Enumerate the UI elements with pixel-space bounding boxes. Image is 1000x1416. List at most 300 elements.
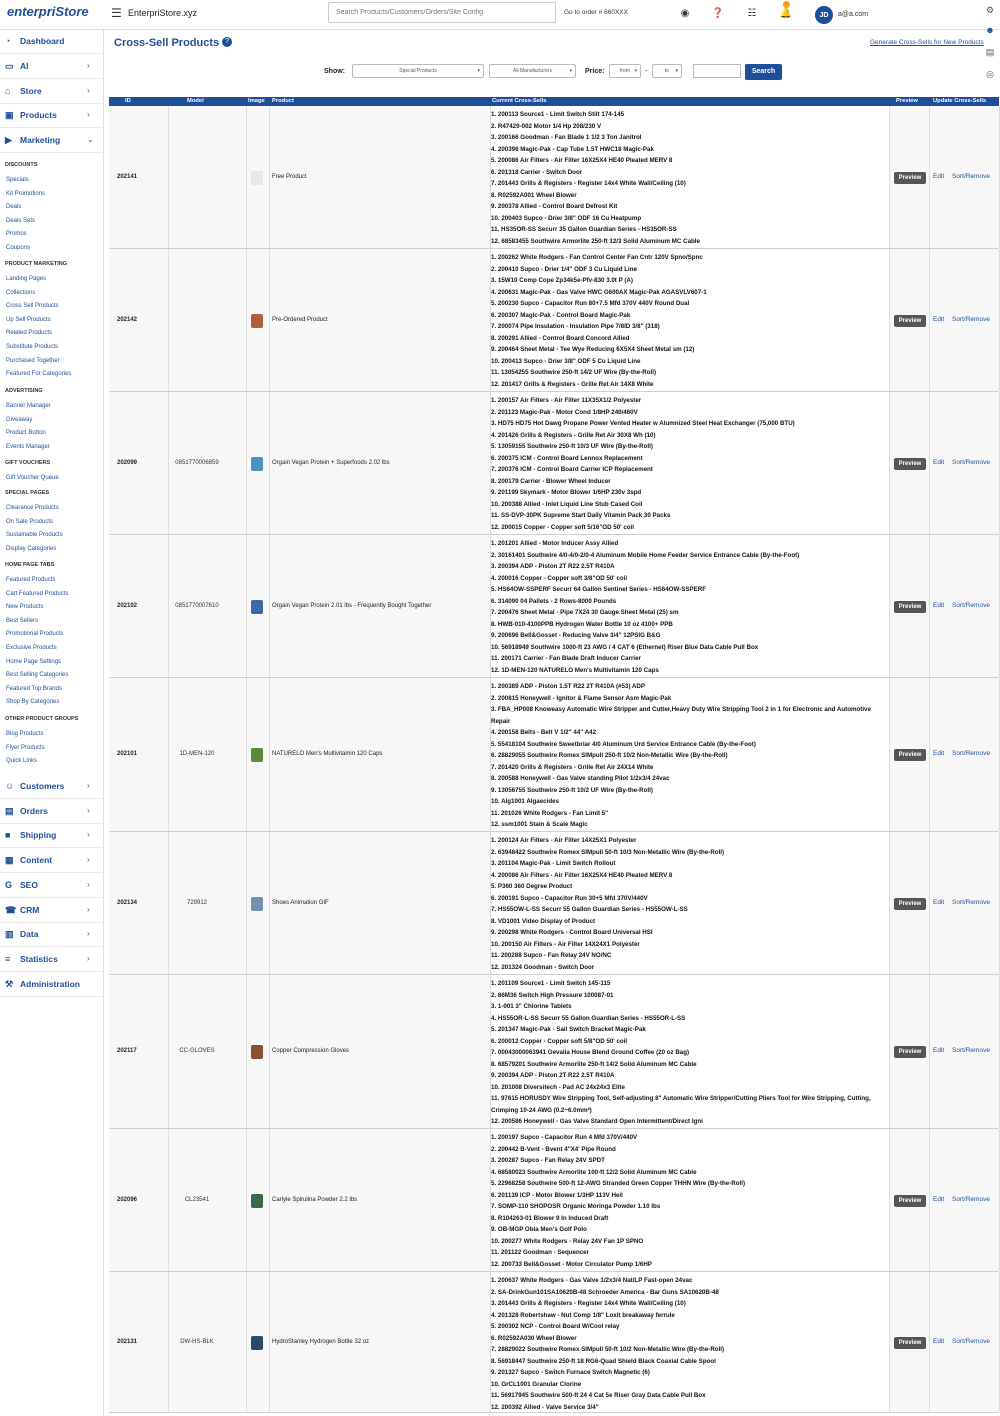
cross-sell-item: 200815 Honeywell - Ignitor & Flame Sensor Asm Magic-Pak: [497, 694, 672, 702]
list-item: [491, 298, 889, 310]
cross-sell-item: 200191 Supco - Capacitor Run 30+5 Mfd 370V/440V: [497, 894, 648, 902]
column-divider: [929, 975, 930, 1128]
sidebar-link[interactable]: Home Page Settings: [6, 658, 62, 665]
column-divider: [246, 535, 247, 677]
list-number: 11.: [491, 1392, 501, 1399]
list-number: 5.: [491, 300, 498, 307]
list-number: 4.: [491, 871, 498, 879]
list-number: 1.: [491, 1134, 498, 1141]
product-thumbnail[interactable]: [251, 600, 263, 614]
list-number: 10.: [491, 798, 502, 805]
product-id: 202099: [117, 460, 138, 466]
product-thumbnail[interactable]: [251, 748, 263, 762]
cross-sell-item: 200464 Sheet Metal - Tee Wye Reducing 6X5X4 Sheet Metal sm (12): [497, 346, 695, 353]
sidebar-link[interactable]: Deals: [6, 204, 22, 211]
products-icon: ▣: [5, 110, 14, 120]
edit-link[interactable]: Edit: [933, 1047, 945, 1054]
list-item: [491, 155, 889, 167]
laptop-icon: ▭: [5, 61, 14, 71]
cross-sell-item: 200016 Copper - Copper soft 3/8"OD 50' coil: [497, 574, 628, 582]
column-divider: [929, 1129, 930, 1271]
sidebar-link[interactable]: Flyer Products: [6, 744, 45, 751]
column-header[interactable]: Model: [187, 98, 204, 104]
price-input[interactable]: [693, 64, 741, 78]
list-item: [491, 607, 889, 619]
store-name[interactable]: EnterpriStore.xyz: [128, 8, 198, 18]
list-item: [491, 739, 889, 751]
list-item: [491, 1178, 889, 1190]
list-number: 8.: [491, 1357, 498, 1365]
product-id: 202096: [117, 1197, 138, 1203]
edit-link[interactable]: Edit: [933, 602, 945, 609]
search-input[interactable]: [328, 2, 556, 23]
list-number: 2.: [491, 848, 498, 856]
list-number: 9.: [491, 1226, 498, 1233]
list-item: [491, 144, 889, 156]
sidebar-link[interactable]: Collections: [6, 289, 36, 296]
list-number: 5.: [491, 883, 498, 890]
cross-sell-item: 200158 Belts - Belt V 1/2" 44" A42: [497, 729, 597, 736]
edit-link[interactable]: Edit: [933, 1338, 945, 1345]
list-item: [491, 1167, 889, 1179]
list-item: [491, 418, 889, 430]
list-number: 1.: [491, 254, 498, 261]
cross-sell-list: [491, 252, 889, 390]
list-number: 2.: [491, 991, 498, 999]
cross-sell-item: 56918447 Southwire 250-ft 18 RG6-Quad Shield Black Coaxial Cable Spool: [497, 1357, 716, 1365]
product-model: 0851770007610: [175, 603, 219, 609]
cross-sell-item: 201443 Grills & Registers - Register 14x4 White Wall/Ceiling (10): [497, 180, 686, 187]
cross-sell-item: SA-DrinkGun101SA10620B-48 Schroeder America - Bar Guns SA10620B-48: [497, 1288, 719, 1296]
chevron-right-icon: ›: [87, 830, 90, 840]
cross-sell-list: [491, 109, 889, 247]
list-item: [491, 1367, 889, 1379]
list-item: [491, 344, 889, 356]
sidebar-link[interactable]: Featured Products: [6, 577, 56, 583]
sidebar-item-crm[interactable]: [0, 899, 104, 923]
sidebar-link[interactable]: New Products: [6, 604, 44, 611]
list-number: 5.: [491, 740, 498, 748]
cross-sell-item: 200113 Source1 - Limit Switch Stilt 174-145: [497, 111, 625, 118]
sidebar-link[interactable]: Sustainable Products: [6, 532, 63, 539]
list-item: [491, 1287, 889, 1299]
cross-sell-item: 200389 ADP - Piston 1.5T R22 2T R410A (#53) ADP: [497, 683, 645, 690]
list-number: 8.: [491, 1060, 498, 1068]
show-select[interactable]: [352, 64, 484, 78]
table-row: [109, 1129, 999, 1272]
list-item: [491, 1213, 889, 1225]
cross-sell-item: 15W10 Comp Cope Zp34k5e-Pfv-830 3.0t P (A): [497, 277, 633, 284]
sidebar-item-ai[interactable]: [0, 55, 104, 79]
sidebar-item-seo[interactable]: [0, 874, 104, 898]
cross-sell-item: 200287 Supco - Fan Relay 24V SPDT: [497, 1157, 605, 1164]
preview-button[interactable]: Preview: [894, 1195, 926, 1207]
list-number: 1.: [491, 111, 498, 118]
sort-remove-link[interactable]: Sort/Remove: [952, 1047, 990, 1054]
list-number: 2.: [491, 551, 498, 559]
column-header[interactable]: Product: [272, 98, 294, 104]
sidebar-link[interactable]: Cart Featured Products: [6, 590, 69, 597]
list-item: [491, 870, 889, 882]
preview-button[interactable]: Preview: [894, 749, 926, 761]
chevron-right-icon: ›: [87, 110, 90, 119]
list-item: [491, 1356, 889, 1368]
sidebar-item-label: Customers: [20, 781, 65, 791]
logo[interactable]: enterpriStore: [7, 4, 89, 19]
list-item: [491, 252, 889, 264]
list-item: [491, 487, 889, 499]
list-number: 4.: [491, 431, 498, 439]
list-item: [491, 1402, 889, 1414]
cross-sell-item: 200376 ICM - Control Board Carrier ICP Replacement: [497, 466, 653, 473]
product-thumbnail[interactable]: [251, 457, 263, 471]
settings-icon[interactable]: ⚙: [985, 5, 995, 15]
cross-sell-item: 200410 Supco - Drier 1/4" ODF 3 Cu Liquid Line: [497, 265, 637, 273]
list-number: 10.: [491, 1380, 502, 1388]
chevron-down-icon: ▾: [569, 68, 572, 74]
list-item: [491, 939, 889, 951]
list-item: [491, 224, 889, 236]
sidebar-link[interactable]: Promotional Products: [6, 631, 64, 638]
list-number: 2.: [491, 122, 498, 130]
sidebar-item-marketing[interactable]: [0, 129, 104, 153]
list-number: 11.: [491, 952, 501, 959]
sidebar-link[interactable]: Events Manager: [6, 443, 50, 450]
product-thumbnail[interactable]: [251, 314, 263, 328]
cross-sell-item: 200166 Goodman - Fan Blade 1 1/2 3 Ton Janitrol: [497, 134, 642, 141]
edit-link[interactable]: Edit: [933, 173, 945, 180]
manufacturer-select[interactable]: [489, 64, 576, 78]
cross-sell-list: [491, 835, 889, 973]
list-item: [491, 819, 889, 831]
cross-sell-item: 201443 Grills & Registers - Register 14x4 White Wall/Ceiling (10): [497, 1300, 686, 1307]
product-thumbnail[interactable]: [251, 897, 263, 911]
cross-sell-item: R47429-002 Motor 1/4 Hp 208/230 V: [497, 122, 602, 130]
product-id: 202101: [117, 751, 138, 757]
list-item: [491, 287, 889, 299]
sidebar-item-administration[interactable]: [0, 973, 104, 997]
list-number: 6.: [491, 311, 498, 319]
price-to-select[interactable]: [652, 64, 682, 78]
list-number: 9.: [491, 1369, 498, 1376]
cross-sell-item: 200298 White Rodgers - Control Board Universal HSI: [497, 929, 653, 936]
list-item: [491, 190, 889, 202]
column-divider: [929, 392, 930, 534]
sidebar-link[interactable]: Deals Sets: [6, 217, 36, 224]
list-number: 6.: [491, 1037, 498, 1045]
sidebar-item-store[interactable]: [0, 80, 104, 104]
edit-link[interactable]: Edit: [933, 899, 945, 906]
cross-sell-item: ssm1001 Stain & Scale Magic: [501, 821, 588, 828]
chat-icon[interactable]: ☻: [985, 25, 995, 35]
list-number: 6.: [491, 597, 498, 605]
edit-link[interactable]: Edit: [933, 459, 945, 466]
column-divider: [889, 1272, 890, 1412]
list-item: [491, 727, 889, 739]
product-thumbnail[interactable]: [251, 1336, 263, 1350]
list-item: [491, 333, 889, 345]
column-divider: [246, 1272, 247, 1412]
list-item: [491, 990, 889, 1002]
list-number: 4.: [491, 1168, 498, 1176]
sort-remove-link[interactable]: Sort/Remove: [952, 1196, 990, 1203]
list-item: [491, 773, 889, 785]
list-number: 3.: [491, 1157, 498, 1164]
list-number: 8.: [491, 917, 498, 925]
book-icon[interactable]: ▤: [985, 47, 995, 57]
support-icon[interactable]: ◎: [986, 69, 994, 79]
product-model: 729912: [186, 900, 208, 906]
cross-sell-item: 68579201 Southwire Armorlite 250-ft 14/2 Solid Aluminum MC Cable: [497, 1060, 697, 1068]
sidebar-link[interactable]: Specials: [6, 177, 29, 183]
sidebar-link[interactable]: Substitute Products: [6, 344, 59, 350]
customers-icon: ☺: [5, 781, 15, 791]
bell-icon[interactable]: 🔔: [779, 7, 793, 19]
sort-remove-link[interactable]: Sort/Remove: [952, 459, 990, 466]
list-number: 3.: [491, 134, 498, 141]
cross-sell-item: 13059155 Southwire 250-ft 10/3 UF Wire (By-the-Roll): [497, 443, 653, 450]
generate-cross-sells-link[interactable]: Generate Cross-Sells for New Products: [870, 39, 984, 46]
list-item: [491, 704, 889, 727]
column-divider: [889, 1129, 890, 1271]
cross-sell-item: 63948422 Southwire Romex SIMpull 50-ft 10/3 Non-Metallic Wire (By-the-Roll): [497, 848, 725, 856]
sidebar-link[interactable]: Purchased Together: [6, 357, 60, 364]
preview-button[interactable]: Preview: [894, 172, 926, 184]
section-heading: OTHER PRODUCT GROUPS: [5, 716, 79, 722]
globe-icon[interactable]: ◉: [680, 7, 690, 19]
column-divider: [889, 975, 890, 1128]
sidebar-link[interactable]: Exclusive Products: [6, 645, 57, 651]
help-icon[interactable]: ❓: [711, 7, 725, 19]
chevron-down-icon: ⌄: [87, 135, 94, 144]
sidebar-link[interactable]: Landing Pages: [6, 276, 47, 282]
cross-sell-item: 200588 Honeywell - Gas Valve standing Pilot 1/2x3/4 24vac: [497, 775, 670, 782]
cross-sell-item: HWB-010-4100PPB Hydrogen Water Bottle 10 oz 4100+ PPB: [497, 620, 673, 628]
list-number: 11.: [491, 655, 501, 662]
cross-sell-item: 200476 Sheet Metal - Pipe 7X24 30 Gauge Sheet Metal (25) sm: [497, 609, 679, 616]
cross-sell-item: 200230 Supco - Capacitor Run 80+7.5 Mfd 370V 440V Round Dual: [497, 300, 690, 307]
chevron-down-icon: ▾: [675, 68, 678, 74]
edit-link[interactable]: Edit: [933, 750, 945, 757]
wrench-icon: ⚒: [5, 978, 14, 989]
sidebar-link[interactable]: Best Selling Categories: [6, 672, 69, 679]
list-number: 1.: [491, 837, 498, 844]
sidebar-link[interactable]: Display Categories: [6, 545, 57, 552]
list-number: 10.: [491, 500, 502, 508]
product-id: 202131: [117, 1339, 138, 1345]
cross-sell-item: 200378 Allied - Control Board Defrost Kit: [497, 203, 618, 210]
cross-sell-item: HS35OR-SS Securr 35 Gallon Guardian Series - HS35OR-SS: [500, 226, 677, 233]
list-number: 2.: [491, 694, 498, 702]
sidebar-link[interactable]: Giveaway: [6, 416, 33, 423]
list-number: 11.: [491, 809, 501, 817]
product-thumbnail[interactable]: [251, 1045, 263, 1059]
sidebar-item-customers[interactable]: [0, 775, 104, 799]
sort-remove-link[interactable]: Sort/Remove: [952, 750, 990, 757]
cross-sell-item: 200171 Carrier - Fan Blade Draft Inducer Carrier: [500, 655, 641, 662]
sidebar-item-products[interactable]: [0, 104, 104, 128]
cross-sell-item: 201139 ICP - Motor Blower 1/3HP 113V Heil: [497, 1191, 623, 1199]
cross-sell-item: SS-DVP-30PK Supreme Start Daily Vitamin Pack 30 Packs: [500, 512, 671, 519]
sidebar-item-dashboard[interactable]: [0, 30, 104, 54]
column-divider: [168, 249, 169, 391]
preview-button[interactable]: Preview: [894, 1046, 926, 1058]
sidebar-link[interactable]: Promos: [6, 231, 27, 238]
sidebar-link[interactable]: Blog Products: [6, 731, 44, 737]
column-header[interactable]: Image: [248, 98, 265, 104]
sort-remove-link[interactable]: Sort/Remove: [952, 602, 990, 609]
sidebar-link[interactable]: Gift Voucher Queue: [6, 475, 59, 481]
sidebar-link[interactable]: Product Button: [6, 430, 46, 437]
preview-button[interactable]: Preview: [894, 1337, 926, 1349]
question-icon[interactable]: ?: [222, 37, 232, 47]
cross-sell-item: 200197 Supco - Capacitor Run 4 Mfd 370V/440V: [497, 1134, 638, 1141]
goto-order-link[interactable]: Go to order # 660XXX: [564, 9, 628, 16]
list-number: 3.: [491, 1003, 498, 1010]
price-from-select[interactable]: [609, 64, 641, 78]
cross-sell-item: 55418104 Southwire Sweetbriar 4/0 Aluminum Urd Service Entrance Cable (By-the-Foot): [497, 740, 756, 748]
sidebar-link[interactable]: Quick Links: [6, 758, 38, 765]
column-divider: [929, 535, 930, 677]
column-divider: [246, 249, 247, 391]
sort-remove-link[interactable]: Sort/Remove: [952, 173, 990, 180]
sidebar-item-data[interactable]: [0, 923, 104, 947]
list-item: [491, 1082, 889, 1094]
chevron-right-icon: ›: [87, 855, 90, 865]
sidebar-link[interactable]: Coupons: [6, 245, 31, 251]
cross-sell-item: 97615 HORUSDY Wire Stripping Tool, Self-adjusting 8" Automatic Wire Stripper/Cutting Pliers Tool for Wire Stripping, Cutting, Crimping 10-24 AWG (0.2~6.0mm²): [491, 1095, 871, 1114]
column-divider: [246, 106, 247, 248]
sitemap-icon[interactable]: ☷: [747, 7, 757, 19]
product-thumbnail[interactable]: [251, 171, 263, 185]
section-heading: HOME PAGE TABS: [5, 562, 55, 568]
product-thumbnail[interactable]: [251, 1194, 263, 1208]
sidebar-item-shipping[interactable]: [0, 824, 104, 848]
list-item: [491, 653, 889, 665]
list-item: [491, 950, 889, 962]
list-item: [491, 619, 889, 631]
cross-sell-item: 13056755 Southwire 250-ft 10/2 UF Wire (By-the-Roll): [497, 786, 653, 794]
cross-sell-item: 200696 Bell&Gosset - Reducing Valve 3/4" 12PSIG B&G: [497, 632, 661, 639]
cross-sell-item: 314090 04 Pallets - 2 Rows-8000 Pounds: [497, 597, 617, 605]
sidebar-link[interactable]: Shop By Categories: [6, 699, 60, 706]
list-item: [491, 430, 889, 442]
list-item: [491, 367, 889, 379]
cross-sell-item: 200586 Honeywell - Gas Valve Standard Open Intermittent/Direct Igni: [501, 1118, 703, 1125]
preview-button[interactable]: Preview: [894, 315, 926, 327]
list-item: [491, 561, 889, 573]
sidebar-item-label: Products: [20, 110, 57, 120]
sidebar-link[interactable]: Featured Top Brands: [6, 685, 62, 692]
list-item: [491, 178, 889, 190]
column-divider: [929, 1272, 930, 1412]
column-divider: [889, 106, 890, 248]
list-number: 9.: [491, 203, 498, 210]
sidebar-link[interactable]: Featured For Categories: [6, 371, 72, 378]
sidebar-link[interactable]: Clearance Products: [6, 505, 59, 511]
column-header[interactable]: Current Cross-Sells: [492, 98, 547, 104]
list-number: 11.: [491, 1249, 501, 1256]
edit-link[interactable]: Edit: [933, 316, 945, 323]
list-number: 1.: [491, 397, 498, 404]
table-row: [109, 106, 999, 249]
list-item: [491, 1333, 889, 1345]
sidebar-link[interactable]: Kit Promotions: [6, 190, 46, 197]
sort-remove-link[interactable]: Sort/Remove: [952, 1338, 990, 1345]
sidebar-link[interactable]: Related Products: [6, 330, 53, 337]
list-number: 11.: [491, 512, 501, 519]
list-number: 5.: [491, 1180, 498, 1187]
product-model: 1D-MEN-120: [179, 751, 215, 757]
chevron-right-icon: ›: [87, 879, 90, 889]
price-label: Price:: [585, 68, 605, 75]
cross-sell-item: 200150 Air Filters - Air Filter 14X24X1 Polyester: [501, 940, 640, 948]
sidebar-item-content[interactable]: [0, 849, 104, 873]
column-divider: [269, 106, 270, 248]
list-item: [491, 167, 889, 179]
sidebar-item-orders[interactable]: [0, 800, 104, 824]
notification-badge: [783, 1, 790, 8]
sidebar-link[interactable]: Best Sellers: [6, 617, 39, 624]
cross-sell-item: 28829022 Southwire Romex SIMpull 50-ft 10/2 Non-Metallic Wire (By-the-Roll): [497, 1346, 725, 1353]
sidebar-link[interactable]: Up Sell Products: [6, 316, 51, 323]
list-number: 2.: [491, 1288, 498, 1296]
sidebar-link[interactable]: Banner Manager: [6, 403, 51, 409]
column-divider: [889, 832, 890, 974]
preview-button[interactable]: Preview: [894, 898, 926, 910]
sidebar-item-label: Shipping: [20, 830, 57, 841]
list-number: 1.: [491, 980, 498, 987]
column-header[interactable]: Preview: [896, 98, 918, 104]
table-row: [109, 249, 999, 392]
list-item: [491, 1013, 889, 1025]
page-title: Cross-Sell Products: [114, 37, 220, 49]
cross-sell-item: 200394 ADP - Piston 2T R22 2.5T R410A: [497, 1072, 615, 1079]
orders-icon: ▤: [5, 805, 14, 816]
list-number: 9.: [491, 632, 498, 639]
list-item: [491, 1310, 889, 1322]
search-button[interactable]: Search: [745, 64, 782, 80]
sidebar-link[interactable]: Cross Sell Products: [6, 303, 59, 310]
sort-remove-link[interactable]: Sort/Remove: [952, 316, 990, 323]
list-item: [491, 236, 889, 248]
section-heading: DISCOUNTS: [5, 162, 38, 168]
sort-remove-link[interactable]: Sort/Remove: [952, 899, 990, 906]
avatar[interactable]: JD: [815, 6, 833, 24]
column-header[interactable]: Update Cross-Sells: [933, 98, 987, 104]
preview-button[interactable]: Preview: [894, 458, 926, 470]
chevron-right-icon: ›: [87, 953, 90, 963]
table-header: [109, 97, 999, 106]
list-number: 10.: [491, 643, 502, 651]
column-divider: [889, 535, 890, 677]
product-name: Carlyle Spirulina Powder 2.2 lbs: [272, 1197, 358, 1203]
column-divider: [889, 392, 890, 534]
product-name: Pre-Ordered Product: [272, 317, 328, 323]
sidebar-link[interactable]: On Sale Products: [6, 518, 54, 525]
list-item: [491, 1190, 889, 1202]
column-divider: [246, 975, 247, 1128]
column-header[interactable]: ID: [125, 98, 131, 104]
menu-icon[interactable]: ☰: [111, 6, 122, 20]
preview-button[interactable]: Preview: [894, 601, 926, 613]
sidebar-item-label: Content: [20, 855, 53, 866]
edit-link[interactable]: Edit: [933, 1196, 945, 1203]
column-divider: [889, 678, 890, 831]
sidebar-item-statistics[interactable]: [0, 948, 104, 972]
user-email[interactable]: a@a.com: [838, 11, 869, 18]
list-number: 12.: [491, 380, 502, 388]
